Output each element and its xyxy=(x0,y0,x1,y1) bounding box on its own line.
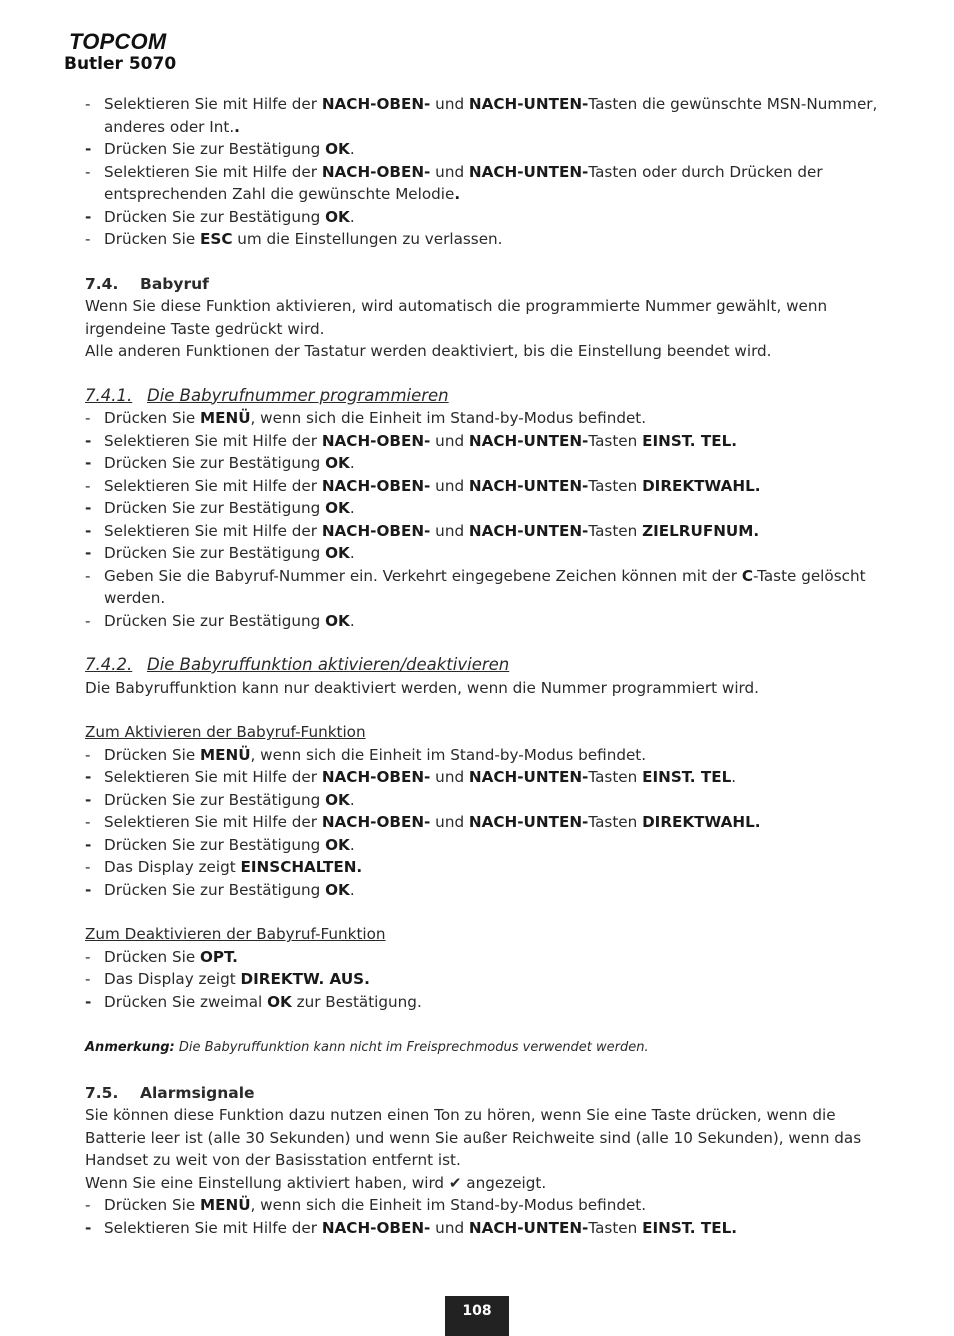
note-label: Anmerkung: xyxy=(85,1040,175,1055)
deactivate-heading: Zum Deaktivieren der Babyruf-Funktion xyxy=(85,925,386,943)
list-item-text: Selektieren Sie mit Hilfe der NACH-OBEN- und NACH-UNTEN-Tasten DIREKTWAHL. xyxy=(104,476,761,495)
key-term: NACH-OBEN- xyxy=(321,1218,431,1237)
key-term: NACH-UNTEN- xyxy=(468,521,589,540)
list-item-text: Drücken Sie zur Bestätigung OK. xyxy=(104,880,355,899)
list-item xyxy=(85,789,895,812)
key-term: DIREKTWAHL. xyxy=(642,476,761,495)
bullet-dash: - xyxy=(85,499,92,517)
list-item-text: Drücken Sie zweimal OK zur Bestätigung. xyxy=(104,992,422,1011)
key-term: NACH-OBEN- xyxy=(321,476,431,495)
list-item xyxy=(85,93,895,138)
list-item-text: Drücken Sie zur Bestätigung OK. xyxy=(104,207,355,226)
section-heading-7-4 xyxy=(85,273,895,296)
list-item-text: Drücken Sie zur Bestätigung OK. xyxy=(104,544,355,562)
list-item xyxy=(85,1194,895,1217)
key-term: NACH-OBEN- xyxy=(321,813,431,831)
paragraph: Wenn Sie diese Funktion aktivieren, wird automatisch die programmierte Nummer gewählt, wenn irgendeine Taste gedrückt wird. xyxy=(85,297,828,338)
key-term: MENÜ xyxy=(200,409,251,427)
model-name: Butler 5070 xyxy=(64,54,177,74)
bullet-dash: - xyxy=(85,858,91,876)
section-number: 7.4. xyxy=(85,274,119,293)
list-item xyxy=(85,610,895,633)
list-item xyxy=(85,991,895,1014)
bullet-dash: - xyxy=(85,454,92,472)
list-item xyxy=(85,1217,895,1240)
subsection-title: Die Babyruffunktion aktivieren/deaktivieren xyxy=(147,655,510,674)
list-item xyxy=(85,542,895,565)
key-term: MENÜ xyxy=(200,745,251,764)
list-item xyxy=(85,834,895,857)
list-item-text: Drücken Sie ESC um die Einstellungen zu verlassen. xyxy=(104,230,503,248)
bullet-dash: - xyxy=(85,431,92,450)
bullet-dash: - xyxy=(85,409,91,427)
list-item xyxy=(85,161,895,206)
key-term: . xyxy=(454,185,461,203)
key-term: . xyxy=(234,117,240,136)
list-item xyxy=(85,856,895,879)
bullet-dash: - xyxy=(85,745,91,764)
key-term: OK xyxy=(325,207,350,226)
checkmark-icon: ✔ xyxy=(448,1173,462,1192)
key-term: NACH-OBEN- xyxy=(321,95,431,113)
bullet-dash: - xyxy=(85,230,91,248)
list-item-text: Drücken Sie MENÜ, wenn sich die Einheit im Stand-by-Modus befindet. xyxy=(104,1196,647,1214)
bullet-dash: - xyxy=(85,544,92,562)
key-term: OPT. xyxy=(200,947,238,966)
key-term: NACH-UNTEN- xyxy=(468,813,589,831)
list-item-text: Selektieren Sie mit Hilfe der NACH-OBEN- und NACH-UNTEN-Tasten oder durch Drücken der entsprechenden Zahl die gewünschte Melodie. xyxy=(104,162,823,203)
list-item xyxy=(85,430,895,453)
list-item-text: Drücken Sie zur Bestätigung OK. xyxy=(104,499,355,517)
list-item xyxy=(85,565,895,610)
bullet-dash: - xyxy=(85,835,92,854)
list-item xyxy=(85,520,895,543)
key-term: OK xyxy=(325,880,350,899)
bullet-dash: - xyxy=(85,1218,92,1237)
list-item xyxy=(85,138,895,161)
key-term: NACH-OBEN- xyxy=(321,431,431,450)
subsection-number: 7.4.1. xyxy=(85,385,133,405)
steps-list xyxy=(85,407,895,632)
bullet-dash: - xyxy=(85,813,91,831)
list-item xyxy=(85,452,895,475)
key-term: OK xyxy=(325,611,350,630)
key-term: ZIELRUFNUM. xyxy=(642,521,760,540)
text: Wenn Sie eine Einstellung aktiviert haben, wird xyxy=(85,1173,449,1192)
list-item xyxy=(85,744,895,767)
bullet-dash: - xyxy=(85,476,91,495)
page-number: 108 xyxy=(445,1296,509,1336)
key-term: OK xyxy=(325,835,350,854)
bullet-dash: - xyxy=(85,1196,91,1214)
key-term: NACH-UNTEN- xyxy=(468,1218,589,1237)
list-item-text: Geben Sie die Babyruf-Nummer ein. Verkehrt eingegebene Zeichen können mit der C-Taste gelöscht werden. xyxy=(104,566,866,607)
list-item xyxy=(85,968,895,991)
key-term: NACH-OBEN- xyxy=(321,162,431,181)
section-heading-7-5 xyxy=(85,1082,895,1105)
brand-name: TOPCOM xyxy=(69,29,167,54)
key-term: NACH-OBEN- xyxy=(321,768,431,786)
bullet-dash: - xyxy=(85,611,91,630)
bullet-dash: - xyxy=(85,95,91,113)
list-item-text: Selektieren Sie mit Hilfe der NACH-OBEN- und NACH-UNTEN-Tasten ZIELRUFNUM. xyxy=(104,521,760,540)
key-term: DIREKTW. AUS. xyxy=(240,970,370,988)
list-item-text: Selektieren Sie mit Hilfe der NACH-OBEN- und NACH-UNTEN-Tasten EINST. TEL. xyxy=(104,1218,738,1237)
steps-list xyxy=(85,1194,895,1239)
bullet-dash: - xyxy=(85,566,91,585)
subsection-heading-7-4-1 xyxy=(85,385,895,408)
list-item xyxy=(85,407,895,430)
subsection-heading-7-4-2 xyxy=(85,654,895,677)
bullet-dash: - xyxy=(85,768,92,786)
list-item-text: Drücken Sie MENÜ, wenn sich die Einheit im Stand-by-Modus befindet. xyxy=(104,409,647,427)
key-term: OK xyxy=(325,454,350,472)
list-item xyxy=(85,228,895,251)
list-item-text: Drücken Sie MENÜ, wenn sich die Einheit im Stand-by-Modus befindet. xyxy=(104,745,647,764)
list-item-text: Selektieren Sie mit Hilfe der NACH-OBEN- und NACH-UNTEN-Tasten EINST. TEL. xyxy=(104,768,737,786)
list-item-text: Drücken Sie zur Bestätigung OK. xyxy=(104,790,355,809)
section-title: Babyruf xyxy=(140,274,209,293)
list-item-text: Drücken Sie zur Bestätigung OK. xyxy=(104,611,355,630)
section-number: 7.5. xyxy=(85,1083,119,1102)
bullet-dash: - xyxy=(85,207,92,226)
list-item-text: Drücken Sie zur Bestätigung OK. xyxy=(104,454,355,472)
deactivate-steps-list xyxy=(85,946,895,1014)
list-item xyxy=(85,766,895,789)
list-item xyxy=(85,811,895,834)
list-item-text: Drücken Sie OPT. xyxy=(104,947,238,966)
key-term: OK xyxy=(325,790,350,809)
intro-list xyxy=(85,93,895,251)
list-item xyxy=(85,206,895,229)
key-term: NACH-UNTEN- xyxy=(468,431,589,450)
brand-logo xyxy=(69,31,166,53)
note xyxy=(85,1037,895,1060)
bullet-dash: - xyxy=(85,790,92,809)
page-content xyxy=(85,93,895,1239)
key-term: OK xyxy=(325,544,350,562)
paragraph: Sie können diese Funktion dazu nutzen einen Ton zu hören, wenn Sie eine Taste drücken, wenn die Batterie leer ist (alle 30 Sekunden) und wenn Sie außer Reichweite sind (alle 10 Sekunden), wenn das Handset zu weit von der Basisstation entfernt ist. xyxy=(85,1106,862,1169)
key-term: NACH-UNTEN- xyxy=(468,768,589,786)
bullet-dash: - xyxy=(85,162,91,181)
key-term: OK xyxy=(267,992,292,1011)
key-term: ESC xyxy=(200,230,233,248)
subsection-title: Die Babyrufnummer programmieren xyxy=(147,385,449,405)
list-item-text: Das Display zeigt DIREKTW. AUS. xyxy=(104,970,370,988)
text: angezeigt. xyxy=(461,1173,547,1192)
subsection-number: 7.4.2. xyxy=(85,655,133,674)
list-item xyxy=(85,475,895,498)
list-item-text: Drücken Sie zur Bestätigung OK. xyxy=(104,835,355,854)
section-title: Alarmsignale xyxy=(140,1083,255,1102)
list-item xyxy=(85,879,895,902)
bullet-dash: - xyxy=(85,970,91,988)
key-term: EINST. TEL. xyxy=(642,431,738,450)
key-term: NACH-UNTEN- xyxy=(468,476,589,495)
key-term: EINST. TEL xyxy=(642,768,732,786)
note-text: Die Babyruffunktion kann nicht im Freisprechmodus verwendet werden. xyxy=(174,1040,649,1055)
key-term: NACH-UNTEN- xyxy=(468,95,589,113)
key-term: OK xyxy=(325,140,350,158)
paragraph: Alle anderen Funktionen der Tastatur werden deaktiviert, bis die Einstellung beendet wird. xyxy=(85,342,772,360)
list-item xyxy=(85,497,895,520)
key-term: DIREKTWAHL. xyxy=(642,813,761,831)
list-item-text: Drücken Sie zur Bestätigung OK. xyxy=(104,140,355,158)
key-term: MENÜ xyxy=(200,1196,251,1214)
bullet-dash: - xyxy=(85,947,91,966)
key-term: NACH-UNTEN- xyxy=(468,162,589,181)
list-item-text: Das Display zeigt EINSCHALTEN. xyxy=(104,858,363,876)
key-term: EINSCHALTEN. xyxy=(240,858,363,876)
bullet-dash: - xyxy=(85,992,92,1011)
list-item-text: Selektieren Sie mit Hilfe der NACH-OBEN- und NACH-UNTEN-Tasten EINST. TEL. xyxy=(104,431,738,450)
paragraph xyxy=(85,1172,895,1195)
list-item xyxy=(85,946,895,969)
bullet-dash: - xyxy=(85,521,92,540)
bullet-dash: - xyxy=(85,140,92,158)
key-term: C xyxy=(741,566,753,585)
key-term: EINST. TEL. xyxy=(642,1218,738,1237)
key-term: NACH-OBEN- xyxy=(321,521,431,540)
activate-heading: Zum Aktivieren der Babyruf-Funktion xyxy=(85,723,366,741)
activate-steps-list xyxy=(85,744,895,902)
key-term: OK xyxy=(325,499,350,517)
list-item-text: Selektieren Sie mit Hilfe der NACH-OBEN- und NACH-UNTEN-Tasten DIREKTWAHL. xyxy=(104,813,761,831)
bullet-dash: - xyxy=(85,880,92,899)
paragraph: Die Babyruffunktion kann nur deaktiviert werden, wenn die Nummer programmiert wird. xyxy=(85,678,759,697)
list-item-text: Selektieren Sie mit Hilfe der NACH-OBEN- und NACH-UNTEN-Tasten die gewünschte MSN-Nummer, anderes oder Int.. xyxy=(104,95,878,136)
